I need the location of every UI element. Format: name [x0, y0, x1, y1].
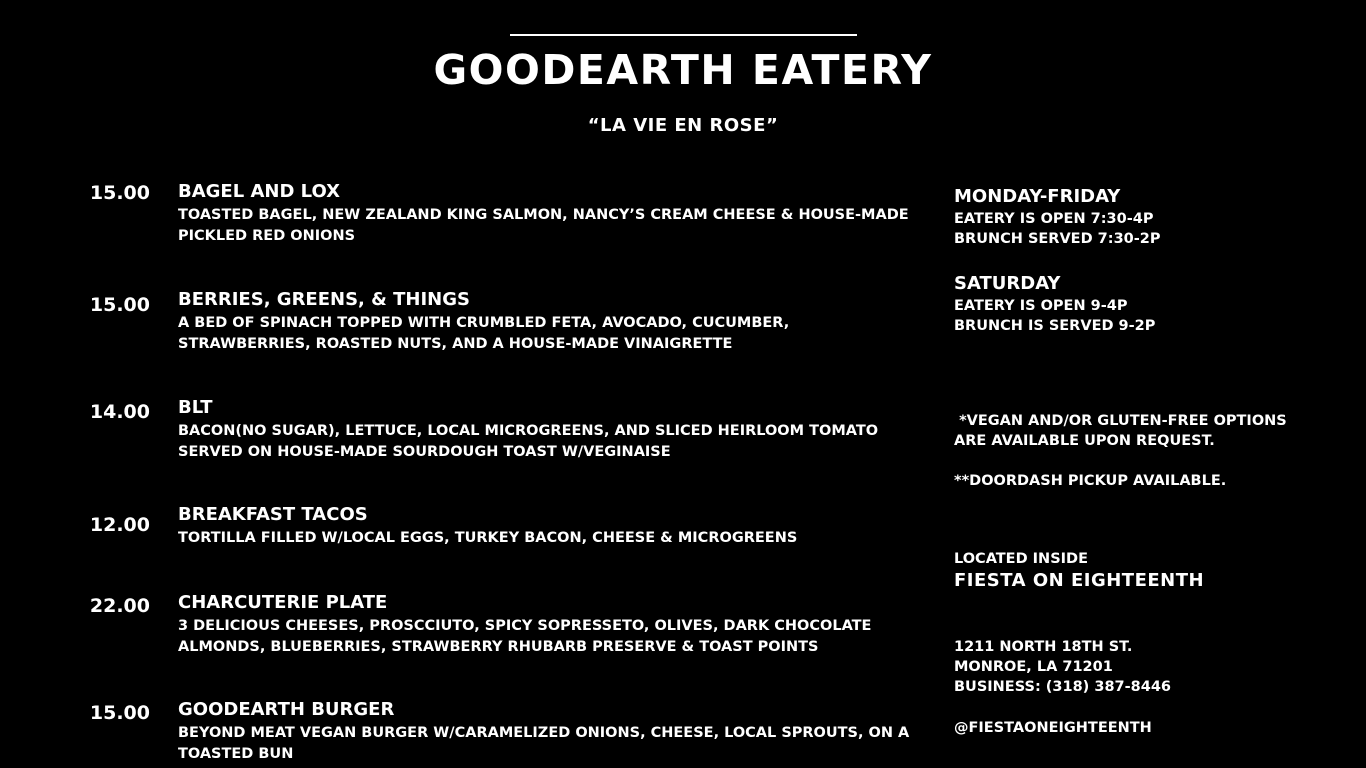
menu-item-description: BEYOND MEAT VEGAN BURGER W/CARAMELIZED ONIONS, CHEESE, LOCAL SPROUTS, ON A TOASTED BUN	[178, 725, 910, 762]
address-block	[954, 637, 1334, 697]
menu-item-price: 12.00	[89, 514, 150, 536]
menu-item-price: 22.00	[89, 595, 150, 617]
doordash-note: **DOORDASH PICKUP AVAILABLE.	[954, 473, 1227, 489]
saturday-heading: SATURDAY	[954, 273, 1061, 294]
menu-item-price: 15.00	[89, 182, 150, 204]
menu-item-price: 14.00	[89, 401, 150, 423]
saturday-open-hours: EATERY IS OPEN 9-4P	[954, 298, 1128, 314]
menu-item-description: TOASTED BAGEL, NEW ZEALAND KING SALMON, NANCY’S CREAM CHEESE & HOUSE-MADE PICKLED RED ONIONS	[178, 207, 909, 244]
menu-item-price: 15.00	[89, 294, 150, 316]
weekday-open-hours: EATERY IS OPEN 7:30-4P	[954, 211, 1154, 227]
menu-item-description: TORTILLA FILLED W/LOCAL EGGS, TURKEY BACON, CHEESE & MICROGREENS	[178, 530, 798, 546]
menu-subtitle: “LA VIE EN ROSE”	[587, 115, 779, 136]
vegan-options-note: *VEGAN AND/OR GLUTEN-FREE OPTIONS ARE AVAILABLE UPON REQUEST.	[954, 413, 1292, 449]
restaurant-title: GOODEARTH EATERY	[433, 46, 933, 94]
location-label: LOCATED INSIDE	[954, 551, 1088, 567]
social-handle: @FIESTAONEIGHTEENTH	[954, 720, 1152, 736]
menu-item-name: GOODEARTH BURGER	[178, 699, 395, 720]
menu-item-name: BLT	[178, 397, 213, 418]
weekday-brunch-hours: BRUNCH SERVED 7:30-2P	[954, 231, 1161, 247]
title-divider	[510, 34, 857, 36]
saturday-brunch-hours: BRUNCH IS SERVED 9-2P	[954, 318, 1156, 334]
menu-item-description: 3 DELICIOUS CHEESES, PROSCCIUTO, SPICY SOPRESSETO, OLIVES, DARK CHOCOLATE ALMONDS, BLUEBERRIES, STRAWBERRY RHUBARB PRESERVE & TOAST POINTS	[178, 618, 872, 655]
city-address: MONROE, LA 71201	[954, 659, 1113, 675]
venue-name: FIESTA ON EIGHTEENTH	[954, 570, 1205, 591]
menu-item-description: BACON(NO SUGAR), LETTUCE, LOCAL MICROGREENS, AND SLICED HEIRLOOM TOMATO SERVED ON HOUSE-MADE SOURDOUGH TOAST W/VEGINAISE	[178, 423, 879, 460]
weekday-heading: MONDAY-FRIDAY	[954, 186, 1121, 207]
menu-item-name: CHARCUTERIE PLATE	[178, 592, 388, 613]
menu-item-description: A BED OF SPINACH TOPPED WITH CRUMBLED FETA, AVOCADO, CUCUMBER, STRAWBERRIES, ROASTED NUTS, AND A HOUSE-MADE VINAIGRETTE	[178, 315, 790, 352]
street-address: 1211 NORTH 18TH ST.	[954, 639, 1133, 655]
location-block	[954, 549, 1334, 593]
business-phone: BUSINESS: (318) 387-8446	[954, 679, 1171, 695]
menu-item-price: 15.00	[89, 702, 150, 724]
menu-item-name: BAGEL AND LOX	[178, 181, 341, 202]
weekday-hours	[954, 185, 1334, 249]
saturday-hours	[954, 272, 1334, 336]
menu-item-name: BREAKFAST TACOS	[178, 504, 368, 525]
menu-item-name: BERRIES, GREENS, & THINGS	[178, 289, 470, 310]
